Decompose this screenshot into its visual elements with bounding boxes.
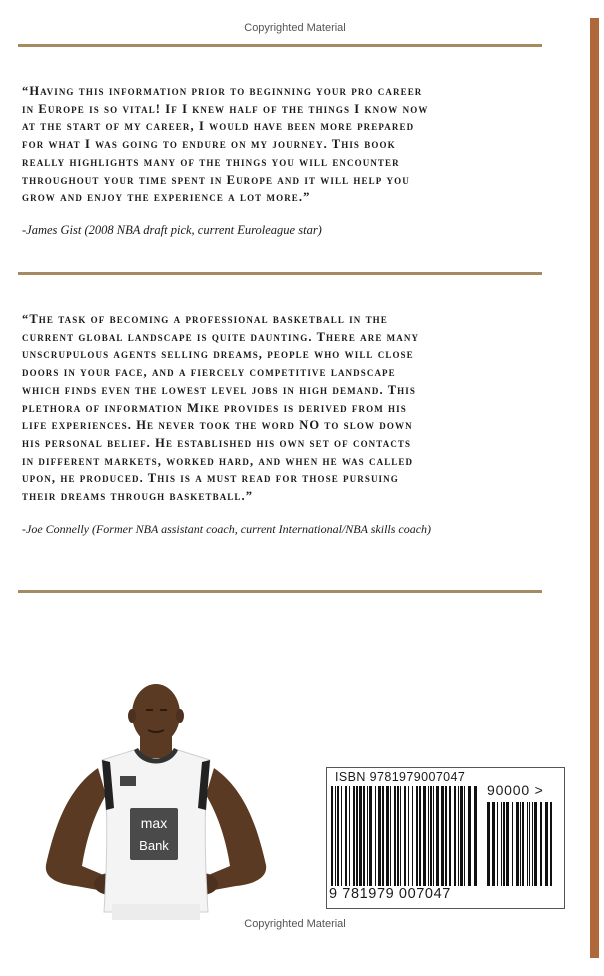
barcode-bar <box>359 786 362 886</box>
barcode-bar <box>464 786 465 886</box>
quote-line: in Europe is so vital! If I knew half of the things I know now <box>22 101 429 116</box>
barcode-bar <box>445 786 447 886</box>
barcode-bar <box>449 786 451 886</box>
copyright-footer: Copyrighted Material <box>244 918 346 930</box>
barcode-bar <box>529 802 530 886</box>
price-code: 90000 > <box>487 782 544 798</box>
barcode-bars-main <box>331 786 477 886</box>
barcode-bar <box>468 786 471 886</box>
barcode-bar <box>487 802 490 886</box>
barcode-bar <box>416 786 418 886</box>
barcode-bar <box>363 786 365 886</box>
isbn-digits: 9 781979 007047 <box>329 886 451 902</box>
attribution-joe-connelly: -Joe Connelly (Former NBA assistant coach, current International/NBA skills coach) <box>22 522 432 536</box>
barcode-bar <box>367 786 368 886</box>
quote-joe-connelly <box>22 311 542 506</box>
barcode-bar <box>532 802 533 886</box>
barcode-bar <box>501 802 502 886</box>
barcode-bar <box>331 786 333 886</box>
jersey-sponsor-text-1: max <box>140 815 168 831</box>
barcode-bar <box>404 786 406 886</box>
barcode-bar <box>428 786 429 886</box>
barcode-bar <box>522 802 524 886</box>
quote-line: “The task of becoming a professional basketball in the <box>22 312 388 326</box>
book-spine-edge <box>590 18 599 958</box>
barcode-bar <box>527 802 528 886</box>
barcode-bar <box>458 786 459 886</box>
barcode-bar <box>512 802 513 886</box>
quote-line: their dreams through basketball.” <box>22 489 254 504</box>
isbn-barcode <box>326 767 565 909</box>
quote-line: at the start of my career, I would have been more prepared <box>22 119 415 134</box>
barcode-bar <box>550 802 552 886</box>
barcode-bar <box>423 786 426 886</box>
quote-line: really highlights many of the things you will encounter <box>22 154 400 169</box>
isbn-label: ISBN 9781979007047 <box>335 770 466 784</box>
barcode-bar <box>412 786 413 886</box>
divider-bottom <box>18 590 542 593</box>
quote-line: throughout your time spent in Europe and it will help you <box>22 172 410 187</box>
barcode-bar <box>349 786 350 886</box>
barcode-bar <box>390 786 391 886</box>
barcode-bar <box>397 786 399 886</box>
quote-james-gist <box>22 83 542 207</box>
quote-line: unscrupulous agents selling dreams, people who will close <box>22 347 414 362</box>
barcode-bar <box>335 786 336 886</box>
barcode-bar <box>400 786 401 886</box>
barcode-bar <box>382 786 384 886</box>
barcode-bar <box>430 786 432 886</box>
barcode-bar <box>353 786 355 886</box>
quote-line: his personal belief. He established his own set of contacts <box>22 435 412 450</box>
barcode-bar <box>503 802 505 886</box>
barcode-bar <box>492 802 495 886</box>
barcode-bar <box>369 786 372 886</box>
quote-line: for what I was going to endure on my journey. This book <box>22 137 396 152</box>
barcode-bar <box>345 786 347 886</box>
basketball-player-photo <box>36 680 276 920</box>
barcode-bar <box>419 786 421 886</box>
barcode-bar <box>474 786 477 886</box>
barcode-bar <box>436 786 439 886</box>
quote-line: upon, he produced. This is a must read for those pursuing <box>22 471 399 486</box>
barcode-bar <box>506 802 509 886</box>
barcode-bar <box>356 786 358 886</box>
quote-line: doors in your face, and a fiercely competitive landscape <box>22 365 396 380</box>
quote-line: life experiences. He never took the word NO to slow down <box>22 418 413 433</box>
barcode-bar <box>497 802 498 886</box>
barcode-bar <box>394 786 396 886</box>
attribution-james-gist: -James Gist (2008 NBA draft pick, current Euroleague star) <box>22 223 322 237</box>
barcode-bar <box>516 802 519 886</box>
barcode-bar <box>441 786 444 886</box>
barcode-bar <box>378 786 381 886</box>
barcode-bar <box>337 786 339 886</box>
barcode-bar <box>408 786 409 886</box>
barcode-bar <box>454 786 456 886</box>
barcode-bar <box>460 786 463 886</box>
barcode-bar <box>433 786 434 886</box>
barcode-bar <box>545 802 548 886</box>
jersey-sponsor-text-2: Bank <box>139 838 169 853</box>
quote-line: “Having this information prior to beginning your pro career <box>22 84 423 98</box>
quote-line: in different markets, worked hard, and when he was called <box>22 453 414 468</box>
divider-top <box>18 44 542 47</box>
barcode-bar <box>375 786 376 886</box>
barcode-bar <box>534 802 537 886</box>
quote-line: grow and enjoy the experience a lot more.” <box>22 190 311 205</box>
divider-middle <box>18 272 542 275</box>
barcode-bars-addon <box>487 802 553 886</box>
quote-line: current global landscape is quite daunting. There are many <box>22 329 420 344</box>
quote-line: which finds even the lowest level jobs in high demand. This <box>22 382 416 397</box>
copyright-header: Copyrighted Material <box>244 22 346 34</box>
barcode-bar <box>540 802 542 886</box>
barcode-bar <box>386 786 389 886</box>
barcode-bar <box>341 786 342 886</box>
barcode-bar <box>520 802 521 886</box>
quote-line: plethora of information Mike provides is derived from his <box>22 400 407 415</box>
